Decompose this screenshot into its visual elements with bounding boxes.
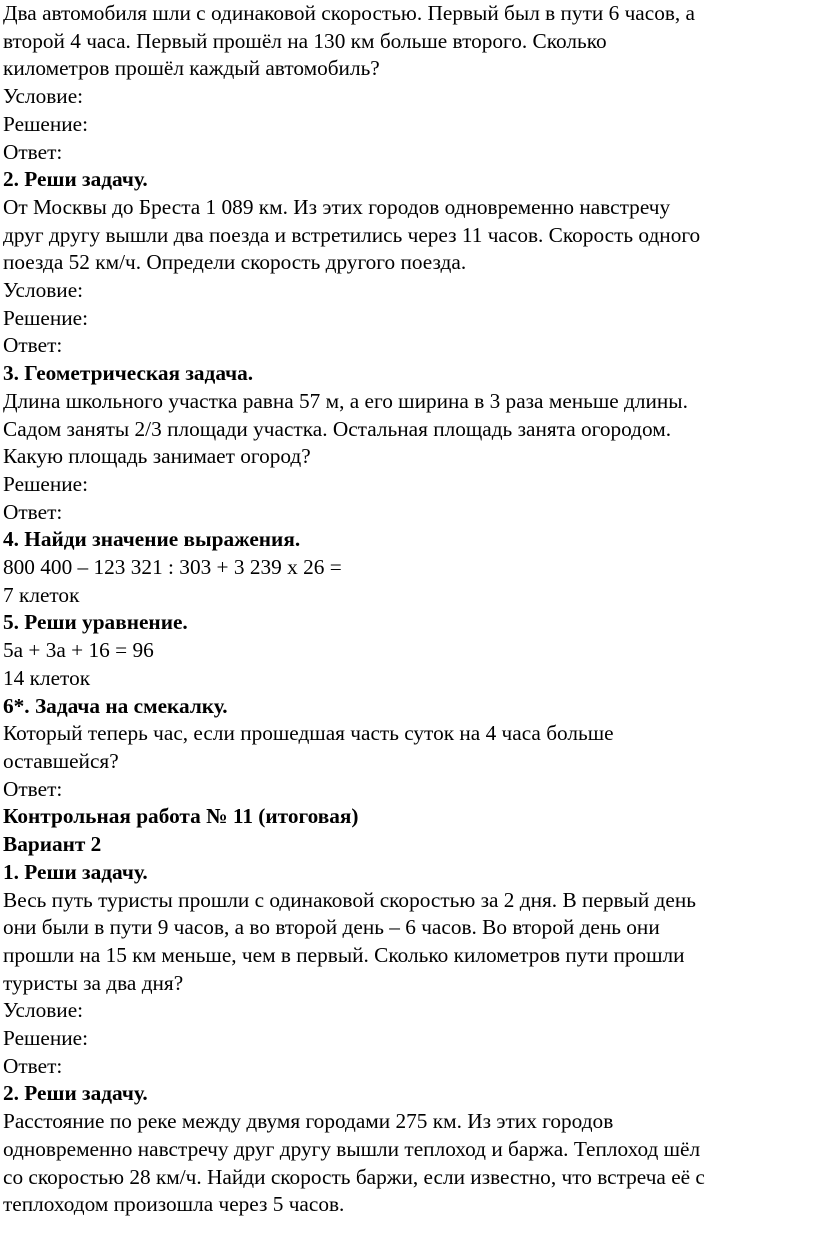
problem-text: Весь путь туристы прошли с одинаковой скоростью за 2 дня. В первый день — [3, 887, 696, 912]
problem-text: одновременно навстречу друг другу вышли теплоход и баржа. Теплоход шёл — [3, 1136, 701, 1161]
problem-text: Длина школьного участка равна 57 м, а его ширина в 3 раза меньше длины. — [3, 388, 688, 413]
problem-text: Какую площадь занимает огород? — [3, 444, 311, 469]
cells-note: 14 клеток — [3, 665, 91, 690]
answer-label: Ответ: — [3, 1053, 63, 1078]
solution-label: Решение: — [3, 471, 89, 496]
problem-text: второй 4 часа. Первый прошёл на 130 км больше второго. Сколько — [3, 28, 607, 53]
solution-label: Решение: — [3, 1026, 89, 1051]
expression-text: 800 400 – 123 321 : 303 + 3 239 х 26 = — [3, 555, 342, 580]
task-heading: 6*. Задача на смекалку. — [3, 693, 228, 718]
task-heading: 1. Реши задачу. — [3, 859, 148, 884]
solution-label: Решение: — [3, 305, 89, 330]
task-heading: 2. Реши задачу. — [3, 167, 148, 192]
problem-text: прошли на 15 км меньше, чем в первый. Сколько километров пути прошли — [3, 942, 685, 967]
problem-text: оставшейся? — [3, 748, 119, 773]
task-heading: 3. Геометрическая задача. — [3, 361, 254, 386]
problem-text: Садом заняты 2/3 площади участка. Остальная площадь занята огородом. — [3, 416, 672, 441]
problem-text: друг другу вышли два поезда и встретились через 11 часов. Скорость одного — [3, 222, 701, 247]
equation-text: 5а + 3а + 16 = 96 — [3, 638, 154, 663]
problem-text: километров прошёл каждый автомобиль? — [3, 56, 380, 81]
task-heading: 5. Реши уравнение. — [3, 610, 188, 635]
answer-label: Ответ: — [3, 333, 63, 358]
problem-text: Два автомобиля шли с одинаковой скоростью. Первый был в пути 6 часов, а — [3, 1, 696, 25]
cells-note: 7 клеток — [3, 582, 80, 607]
variant-title: Вариант 2 — [3, 832, 102, 857]
problem-text: они были в пути 9 часов, а во второй день – 6 часов. Во второй день они — [3, 915, 660, 940]
task-heading: 2. Реши задачу. — [3, 1081, 148, 1106]
answer-label: Ответ: — [3, 499, 63, 524]
condition-label: Условие: — [3, 84, 84, 109]
section-title: Контрольная работа № 11 (итоговая) — [3, 804, 359, 829]
problem-text: со скоростью 28 км/ч. Найди скорость баржи, если известно, что встреча её с — [3, 1164, 705, 1189]
condition-label: Условие: — [3, 278, 84, 303]
problem-text: Расстояние по реке между двумя городами 275 км. Из этих городов — [3, 1109, 614, 1134]
document-page — [3, 0, 813, 1219]
problem-text: От Москвы до Бреста 1 089 км. Из этих городов одновременно навстречу — [3, 194, 671, 219]
condition-label: Условие: — [3, 998, 84, 1023]
problem-text: поезда 52 км/ч. Определи скорость другого поезда. — [3, 250, 467, 275]
task-heading: 4. Найди значение выражения. — [3, 527, 301, 552]
problem-text: теплоходом произошла через 5 часов. — [3, 1192, 345, 1217]
solution-label: Решение: — [3, 111, 89, 136]
problem-text: Который теперь час, если прошедшая часть суток на 4 часа больше — [3, 721, 614, 746]
answer-label: Ответ: — [3, 776, 63, 801]
problem-text: туристы за два дня? — [3, 970, 184, 995]
answer-label: Ответ: — [3, 139, 63, 164]
